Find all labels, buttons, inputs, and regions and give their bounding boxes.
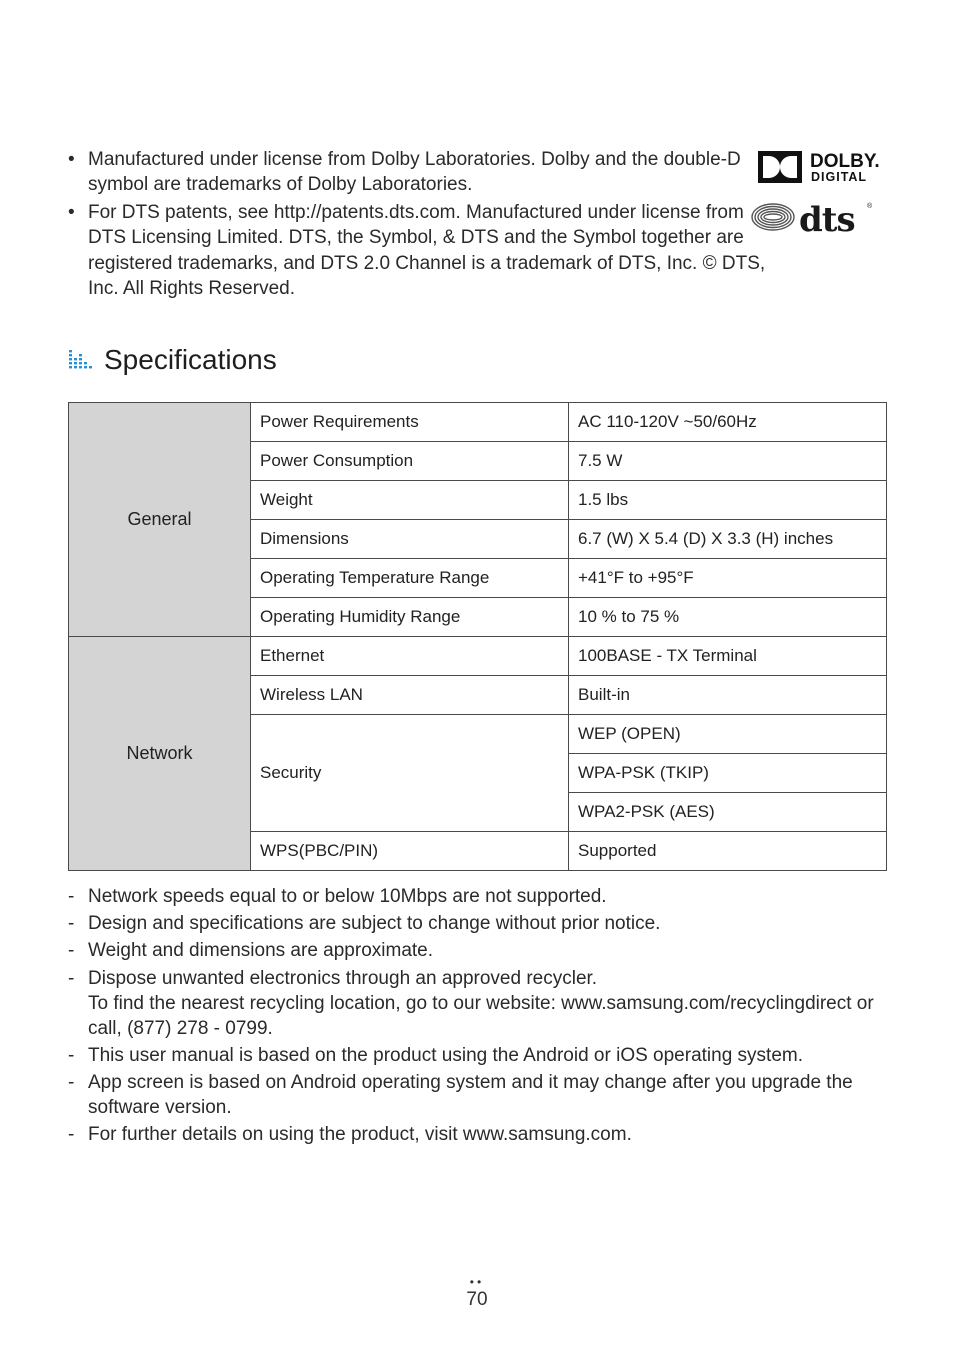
note-text: To find the nearest recycling location, go to our website: www.samsung.com/recyclingdirect or call, (877) 278 - 0799. — [88, 992, 874, 1039]
dash: - — [68, 886, 75, 907]
page-footer — [0, 1277, 954, 1311]
dolby-license-note — [68, 147, 768, 198]
specifications-table — [68, 402, 887, 871]
list-item — [68, 911, 888, 936]
spec-name: Operating Humidity Range — [251, 598, 569, 637]
note-text: This user manual is based on the product using the Android or iOS operating system. — [88, 1044, 804, 1066]
dolby-wordmark: DOLBY. — [810, 151, 880, 172]
note-text: Dispose unwanted electronics through an approved recycler. — [88, 967, 598, 989]
bullet: • — [68, 201, 75, 223]
dash: - — [68, 1044, 75, 1066]
dash: - — [68, 913, 75, 935]
license-notes — [68, 147, 768, 303]
spec-value: WEP (OPEN) — [569, 715, 887, 754]
spec-name: Security — [251, 715, 569, 832]
list-item — [68, 1070, 888, 1120]
equalizer-icon — [68, 348, 93, 372]
dts-symbol-icon — [752, 204, 794, 230]
list-item — [68, 966, 888, 1041]
spec-value: Built-in — [569, 676, 887, 715]
section-heading — [68, 344, 277, 376]
spec-value: 10 % to 75 % — [569, 598, 887, 637]
list-item — [68, 1043, 888, 1068]
footnotes — [68, 884, 888, 1149]
note-text: For further details on using the product, visit www.samsung.com. — [88, 1124, 632, 1146]
note-text: App screen is based on Android operating system and it may change after you upgrade the software version. — [88, 1071, 853, 1118]
table-row — [69, 403, 887, 442]
dash: - — [68, 1124, 75, 1146]
bullet: • — [68, 149, 75, 170]
list-item — [68, 884, 888, 909]
dash: - — [68, 1071, 75, 1093]
group-general: General — [69, 403, 251, 637]
spec-value: 7.5 W — [569, 442, 887, 481]
page-dots: •• — [469, 1275, 485, 1289]
list-item — [68, 938, 888, 963]
spec-name: WPS(PBC/PIN) — [251, 832, 569, 871]
dts-wordmark: dts — [799, 200, 855, 235]
page-number: 70 — [466, 1289, 488, 1310]
dts-license-note — [68, 200, 768, 302]
spec-value: 100BASE - TX Terminal — [569, 637, 887, 676]
page-title: Specifications — [104, 344, 277, 375]
spec-value: 1.5 lbs — [569, 481, 887, 520]
spec-value: AC 110-120V ~50/60Hz — [569, 403, 887, 442]
spec-name: Wireless LAN — [251, 676, 569, 715]
spec-value: WPA2-PSK (AES) — [569, 793, 887, 832]
spec-value: WPA-PSK (TKIP) — [569, 754, 887, 793]
note-text: Network speeds equal to or below 10Mbps are not supported. — [88, 886, 607, 907]
spec-name: Dimensions — [251, 520, 569, 559]
note-text: Manufactured under license from Dolby Laboratories. Dolby and the double-D symbol are trademarks of Dolby Laboratories. — [88, 149, 741, 196]
spec-value: Supported — [569, 832, 887, 871]
dash: - — [68, 967, 75, 989]
spec-value: +41°F to +95°F — [569, 559, 887, 598]
dts-logo — [751, 199, 875, 235]
note-text: For DTS patents, see http://patents.dts.com. Manufactured under license from DTS Licensing Limited. DTS, the Symbol, & DTS and the Symbol together are registered trademarks, and DTS 2.0 Channel is a trademark of DTS, Inc. © DTS, Inc. All Rights Reserved. — [88, 201, 766, 300]
spec-name: Power Consumption — [251, 442, 569, 481]
group-network: Network — [69, 637, 251, 871]
list-item — [68, 1122, 888, 1147]
spec-name: Weight — [251, 481, 569, 520]
digital-wordmark: DIGITAL — [811, 170, 868, 184]
note-text: Weight and dimensions are approximate. — [88, 940, 434, 962]
spec-name: Ethernet — [251, 637, 569, 676]
dash: - — [68, 940, 75, 962]
dolby-digital-logo — [758, 150, 888, 186]
note-text: Design and specifications are subject to change without prior notice. — [88, 913, 661, 935]
table-row — [69, 637, 887, 676]
registered-mark: ® — [867, 203, 873, 210]
spec-name: Operating Temperature Range — [251, 559, 569, 598]
spec-value: 6.7 (W) X 5.4 (D) X 3.3 (H) inches — [569, 520, 887, 559]
spec-name: Power Requirements — [251, 403, 569, 442]
